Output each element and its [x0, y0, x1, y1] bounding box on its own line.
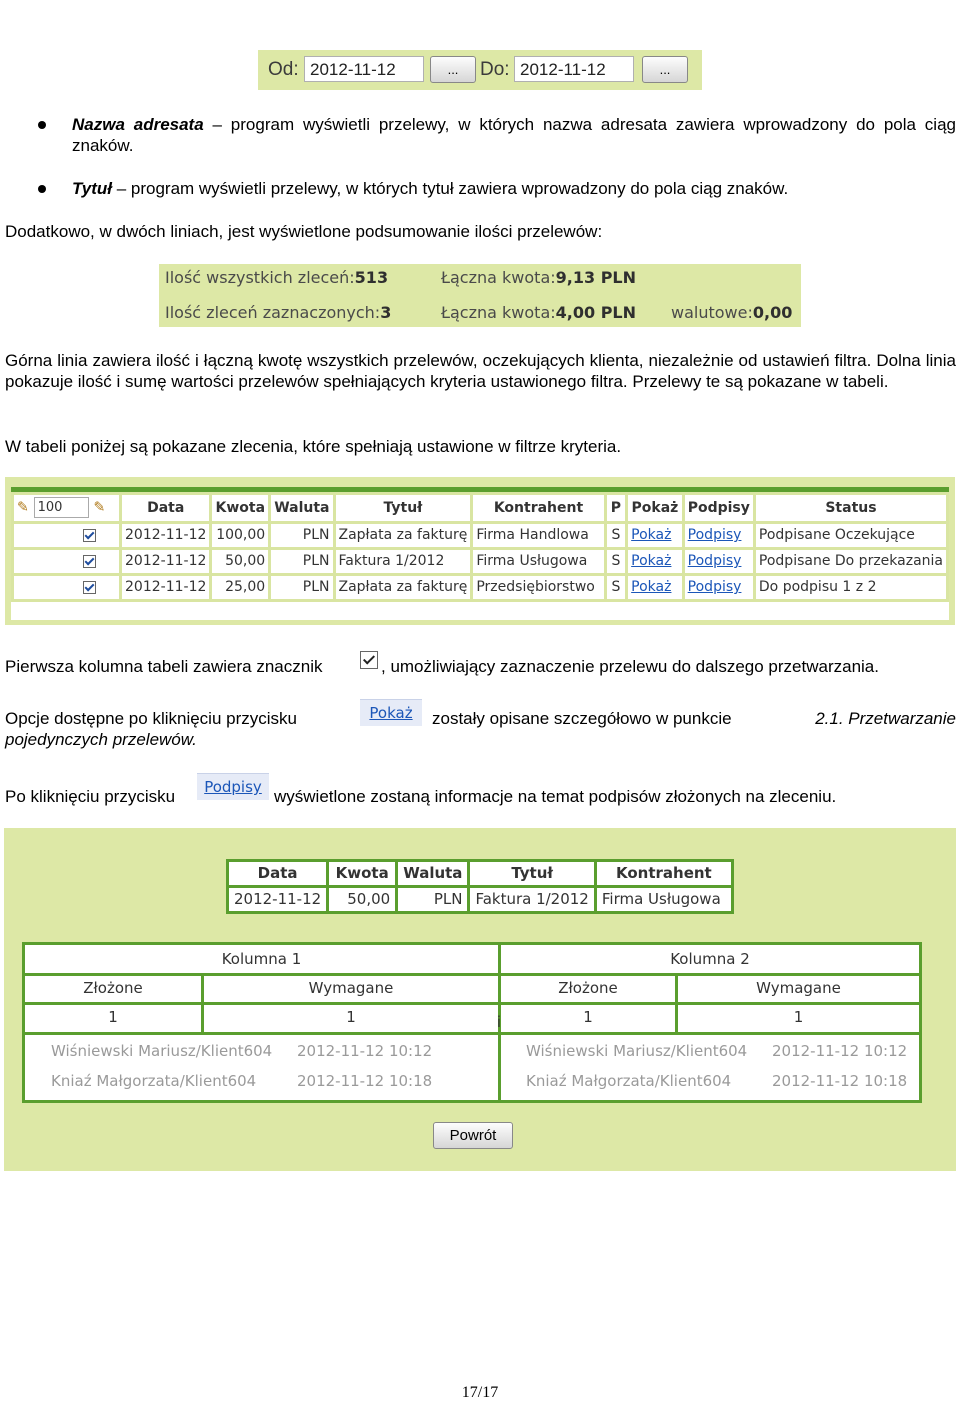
options-text: zostały opisane szczegółowo w punkcie: [432, 709, 732, 728]
bullet-dot: [38, 121, 46, 129]
signatures-dialog: [4, 828, 956, 1171]
signatures-link[interactable]: Podpisy: [687, 579, 742, 595]
cell-date: 2012-11-12: [228, 887, 328, 913]
options-paragraph-ref: pojedynczych przelewów.: [5, 730, 197, 749]
cell-p: S: [605, 549, 627, 575]
cell-currency: PLN: [270, 523, 334, 549]
column-2-title: Kolumna 2: [670, 950, 750, 968]
cell-title: Zapłata za fakturę: [334, 523, 472, 549]
column-2-required-count: 1: [793, 1008, 804, 1026]
col-show: Pokaż: [627, 494, 684, 523]
page-size-input[interactable]: 100: [34, 497, 89, 518]
cell-currency: PLN: [270, 549, 334, 575]
cell-signatures: [683, 549, 754, 575]
checkbox-icon: [360, 651, 378, 669]
bullet-title: [72, 178, 956, 199]
pencil-icon[interactable]: ✎: [93, 499, 106, 516]
to-date-input[interactable]: 2012-11-12: [514, 56, 634, 82]
all-orders-count: Ilość wszystkich zleceń:513: [165, 268, 389, 287]
from-label: Od:: [268, 59, 299, 80]
foreign-currency-total: walutowe:0,00: [671, 303, 793, 322]
cell-title: Zapłata za fakturę: [334, 575, 472, 601]
cell-signatures: [683, 575, 754, 601]
bullet-text: – program wyświetli przelewy, w których tytuł zawiera wprowadzony do pola ciąg znaków.: [111, 179, 789, 198]
summary-intro-paragraph: Dodatkowo, w dwóch liniach, jest wyświetlone podsumowanie ilości przelewów:: [5, 222, 603, 241]
cell-show: [627, 523, 684, 549]
all-orders-total: Łączna kwota:9,13 PLN: [441, 268, 636, 287]
cell-status: Do podpisu 1 z 2: [754, 575, 947, 601]
cell-status: Podpisane Oczekujące: [754, 523, 947, 549]
show-link[interactable]: Pokaż: [631, 579, 672, 595]
cell-contractor: Firma Usługowa: [595, 887, 732, 913]
from-date-picker-button[interactable]: ...: [430, 56, 476, 83]
table-row: [13, 575, 948, 601]
signatures-paragraph-end: wyświetlone zostaną informacje na temat podpisów złożonych na zleceniu.: [274, 787, 837, 806]
col-title[interactable]: Tytuł: [334, 494, 472, 523]
summary-lines-paragraph: Górna linia zawiera ilość i łączną kwotę wszystkich przelewów, oczekujących klienta, niezależnie od ustawień filtra. Dolna linia pokazuje ilość i sumę wartości przelewów spełniających kryteria ustawionego filtra. Przelewy te są pokazane w tabeli.: [5, 351, 956, 391]
bullet-dot: [38, 185, 46, 193]
column-2-signer-name: Kniaź Małgorzata/Klient604: [526, 1072, 732, 1090]
transfer-summary: [159, 264, 801, 327]
orders-table: [11, 492, 949, 602]
table-header-row: [13, 494, 948, 523]
date-range-filter: [258, 50, 702, 90]
checkbox-paragraph-end: , umożliwiający zaznaczenie przelewu do dalszego przetwarzania.: [381, 657, 879, 676]
columns-connector: i: [496, 1013, 502, 1031]
col-date[interactable]: Data: [121, 494, 211, 523]
selected-orders-total: Łączna kwota:4,00 PLN: [441, 303, 636, 322]
col-currency: Waluta: [397, 861, 469, 887]
row-checkbox[interactable]: [83, 581, 96, 594]
cell-show: [627, 575, 684, 601]
bullet-term: Nazwa adresata: [72, 115, 204, 134]
signatures-link[interactable]: Podpisy: [687, 553, 742, 569]
back-button[interactable]: Powrót: [433, 1122, 513, 1149]
cell-date: 2012-11-12: [121, 575, 211, 601]
column-1-submitted-label: Złożone: [83, 979, 143, 997]
cell-amount: 50,00: [211, 549, 270, 575]
col-p[interactable]: P: [605, 494, 627, 523]
col-contractor[interactable]: Kontrahent: [472, 494, 605, 523]
cell-amount: 100,00: [211, 523, 270, 549]
row-checkbox[interactable]: [83, 555, 96, 568]
cell-title: Faktura 1/2012: [469, 887, 595, 913]
options-paragraph-end: [432, 708, 956, 729]
show-link[interactable]: Pokaż: [631, 553, 672, 569]
bullet-term: Tytuł: [72, 179, 112, 198]
cell-title: Faktura 1/2012: [334, 549, 472, 575]
column-1-signer-time: 2012-11-12 10:18: [297, 1072, 433, 1090]
col-amount: Kwota: [328, 861, 397, 887]
row-checkbox[interactable]: [83, 529, 96, 542]
cell-currency: PLN: [397, 887, 469, 913]
column-2-signer-name: Wiśniewski Mariusz/Klient604: [526, 1042, 748, 1060]
signature-columns-table: [22, 942, 922, 1103]
page-number: 17/17: [461, 1384, 499, 1401]
table-row: [13, 549, 948, 575]
col-signatures: Podpisy: [683, 494, 754, 523]
cell-contractor: Przedsiębiorstwo: [472, 575, 605, 601]
row-select-cell: [13, 549, 121, 575]
row-select-cell: [13, 523, 121, 549]
checkbox-paragraph-start: Pierwsza kolumna tabeli zawiera znacznik: [5, 657, 323, 676]
col-contractor: Kontrahent: [595, 861, 732, 887]
cell-currency: PLN: [270, 575, 334, 601]
col-status[interactable]: Status: [754, 494, 947, 523]
column-1-signer-name: Kniaź Małgorzata/Klient604: [51, 1072, 257, 1090]
show-button-example: Pokaż: [360, 699, 422, 726]
cell-p: S: [605, 523, 627, 549]
orders-table-panel: [5, 477, 955, 625]
cell-contractor: Firma Handlowa: [472, 523, 605, 549]
show-link[interactable]: Pokaż: [631, 527, 672, 543]
to-label: Do:: [480, 59, 510, 80]
column-1-required-label: Wymagane: [308, 979, 394, 997]
column-1-signer-name: Wiśniewski Mariusz/Klient604: [51, 1042, 273, 1060]
signatures-button-example: Podpisy: [197, 773, 269, 800]
page-size-cell: [13, 494, 121, 523]
table-row: [13, 523, 948, 549]
options-paragraph-start: Opcje dostępne po kliknięciu przycisku: [5, 709, 297, 728]
to-date-picker-button[interactable]: ...: [642, 56, 688, 83]
column-2-signer-time: 2012-11-12 10:18: [772, 1072, 908, 1090]
column-2-signer-time: 2012-11-12 10:12: [772, 1042, 908, 1060]
col-currency[interactable]: Waluta: [270, 494, 334, 523]
order-header-row: [228, 861, 733, 887]
bullet-recipient-name: [72, 114, 956, 156]
signatures-link[interactable]: Podpisy: [687, 527, 742, 543]
selected-orders-count: Ilość zleceń zaznaczonych:3: [165, 303, 392, 322]
row-select-cell: [13, 575, 121, 601]
cell-date: 2012-11-12: [121, 549, 211, 575]
col-title: Tytuł: [469, 861, 595, 887]
column-2-submitted-count: 1: [583, 1008, 593, 1026]
cell-status: Podpisane Do przekazania: [754, 549, 947, 575]
col-amount[interactable]: Kwota: [211, 494, 270, 523]
order-details-table: [226, 859, 734, 914]
column-1-signer-time: 2012-11-12 10:12: [297, 1042, 433, 1060]
cell-contractor: Firma Usługowa: [472, 549, 605, 575]
column-1-submitted-count: 1: [108, 1008, 118, 1026]
column-1-title: Kolumna 1: [221, 950, 302, 968]
col-date: Data: [228, 861, 328, 887]
column-2-submitted-label: Złożone: [558, 979, 618, 997]
cell-show: [627, 549, 684, 575]
cell-date: 2012-11-12: [121, 523, 211, 549]
pencil-icon[interactable]: ✎: [17, 499, 29, 516]
cell-p: S: [605, 575, 627, 601]
signatures-paragraph-start: Po kliknięciu przycisku: [5, 787, 176, 806]
column-2-required-label: Wymagane: [756, 979, 841, 997]
from-date-input[interactable]: 2012-11-12: [304, 56, 424, 82]
cell-amount: 25,00: [211, 575, 270, 601]
table-intro-paragraph: W tabeli poniżej są pokazane zlecenia, które spełniają ustawione w filtrze kryteria.: [5, 437, 622, 456]
bullet-text: – program wyświetli przelewy, w których nazwa adresata zawiera wprowadzony do pola ciąg znaków.: [72, 115, 956, 155]
cell-signatures: [683, 523, 754, 549]
column-1-required-count: 1: [346, 1008, 356, 1026]
cell-amount: 50,00: [328, 887, 397, 913]
order-row: [228, 887, 733, 913]
section-reference: 2.1. Przetwarzanie: [815, 709, 956, 728]
